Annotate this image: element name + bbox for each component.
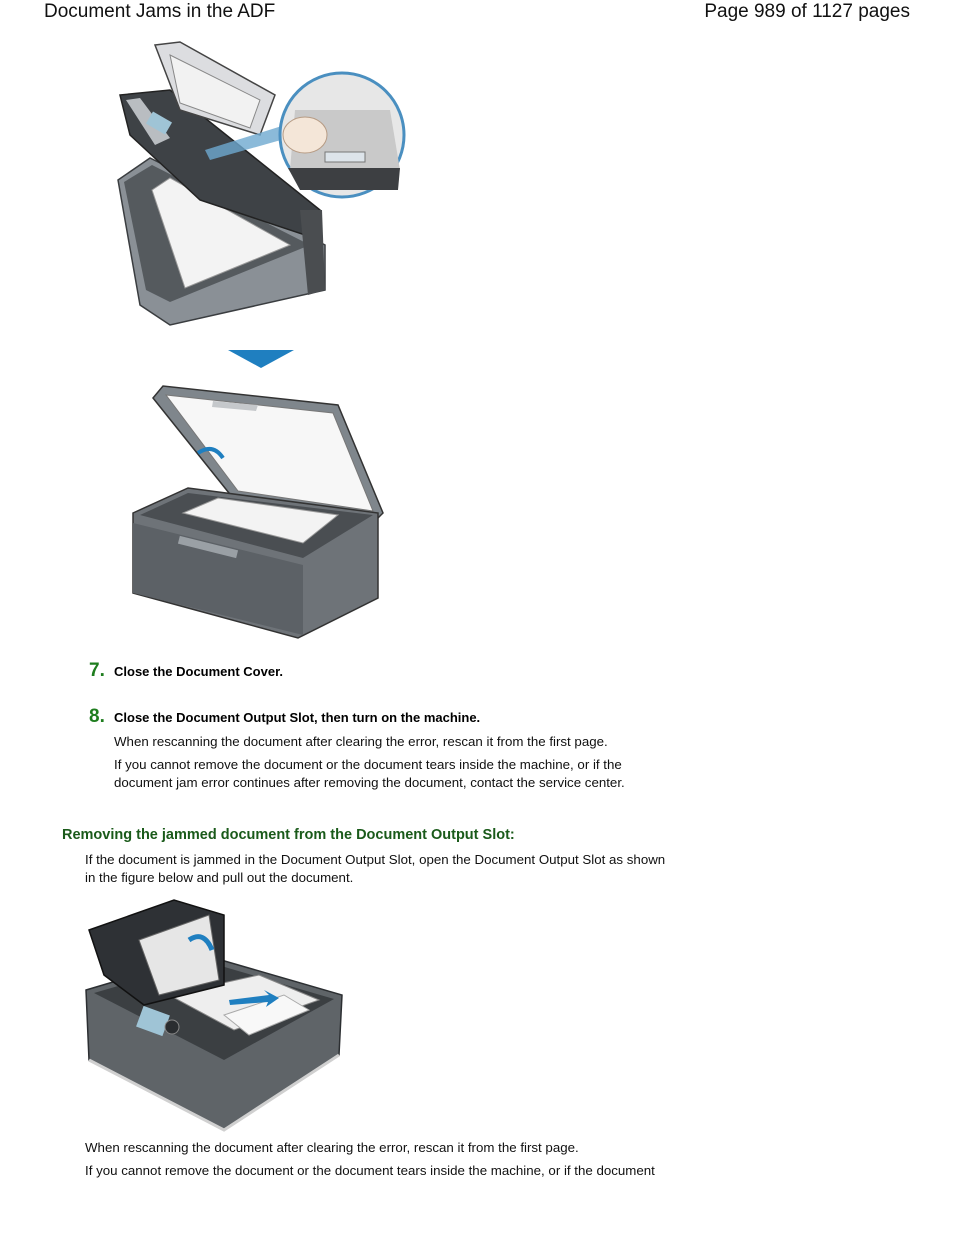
- document-cover-illustration: [128, 383, 388, 643]
- adf-open-illustration: [110, 40, 410, 330]
- section-paragraph: If you cannot remove the document or the document tears inside the machine, or if the document: [85, 1163, 655, 1178]
- step-label: Close the Document Cover.: [114, 664, 284, 679]
- step-number: 8.: [89, 706, 105, 727]
- page-indicator: Page 989 of 1127 pages: [704, 1, 910, 22]
- down-arrow-icon: [228, 350, 294, 370]
- section-intro: If the document is jammed in the Document Output Slot, open the Document Output Slot as shown in the figure below and pull out the document.: [85, 852, 666, 885]
- step-number: 7.: [89, 660, 105, 681]
- page-title: Document Jams in the ADF: [44, 1, 276, 22]
- section-heading: Removing the jammed document from the Document Output Slot:: [62, 827, 515, 843]
- step-paragraph: When rescanning the document after clearing the error, rescan it from the first page.: [114, 734, 608, 749]
- output-slot-illustration: [84, 895, 346, 1135]
- step-label: Close the Document Output Slot, then turn on the machine.: [114, 710, 481, 725]
- section-paragraph: When rescanning the document after clearing the error, rescan it from the first page.: [85, 1140, 579, 1155]
- step-paragraph: If you cannot remove the document or the document tears inside the machine, or if the document jam error continues after removing the document, contact the service center.: [114, 757, 625, 790]
